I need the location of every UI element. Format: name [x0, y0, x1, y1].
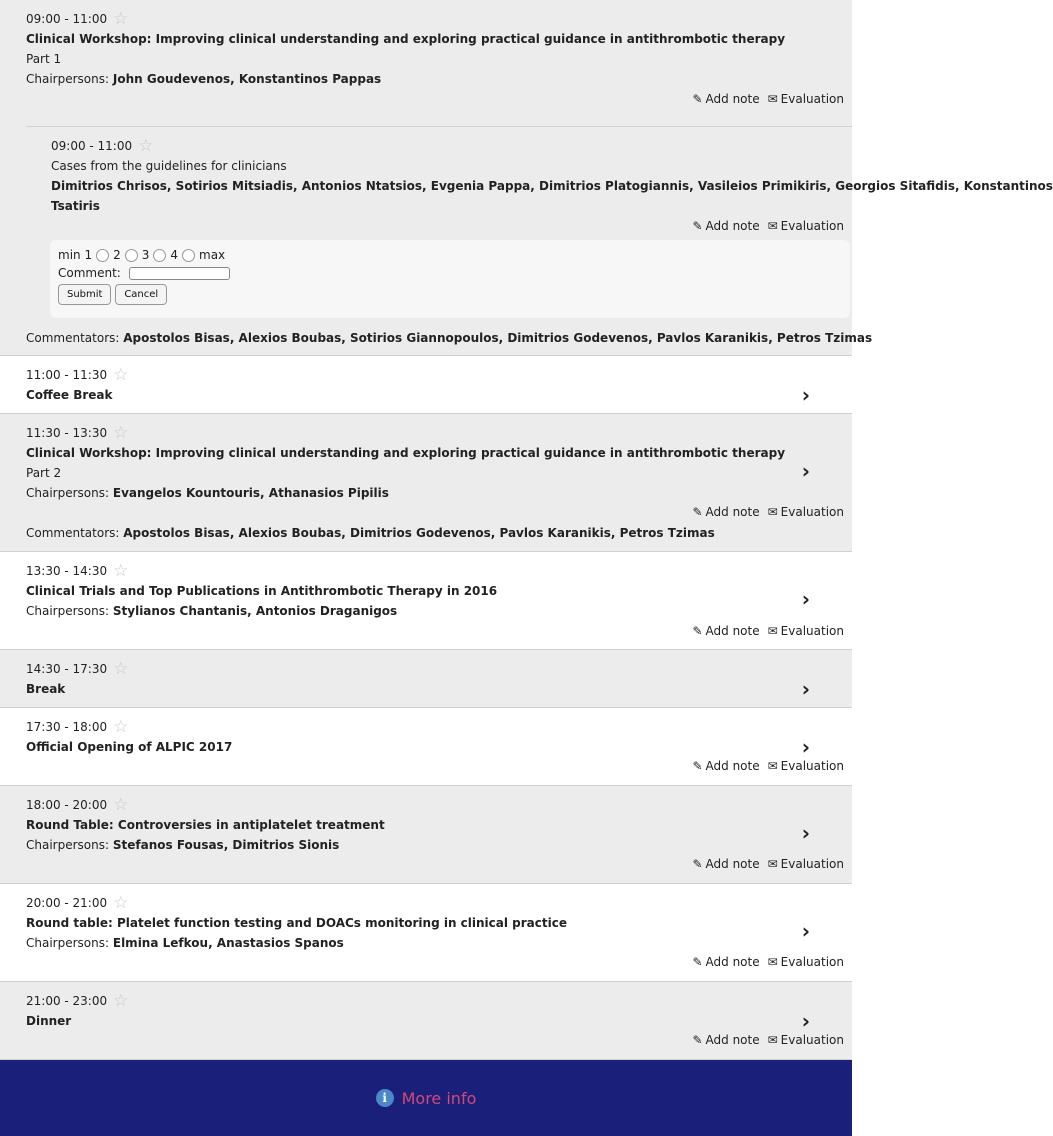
chairpersons-names: Evangelos Kountouris, Athanasios Pipilis: [112, 486, 389, 500]
more-info-link[interactable]: More info: [401, 1088, 477, 1108]
envelope-icon: ✉: [767, 1033, 778, 1047]
session-item[interactable]: [0, 414, 852, 552]
evaluation-form: [50, 240, 850, 318]
evaluation-button[interactable]: ✉ Evaluation: [767, 759, 844, 773]
session-actions: [692, 857, 844, 871]
commentators-names: Apostolos Bisas, Alexios Boubas, Dimitrios Godevenos, Pavlos Karanikis, Petros Tzimas: [123, 526, 715, 540]
star-icon[interactable]: ☆: [113, 561, 129, 581]
session-part: Part 2: [26, 466, 62, 480]
session-actions: [692, 955, 844, 969]
session-title: Round table: Platelet function testing and DOACs monitoring in clinical practice: [26, 916, 567, 930]
sub-session: [26, 126, 852, 127]
session-item[interactable]: [0, 650, 852, 708]
edit-icon: ✎: [692, 505, 703, 519]
session-title: Dinner: [26, 1014, 72, 1028]
session-title: Coffee Break: [26, 388, 113, 402]
session-time: 13:30 - 14:30: [26, 564, 108, 578]
envelope-icon: ✉: [767, 857, 778, 871]
session-actions: [692, 92, 844, 106]
session-item[interactable]: [0, 356, 852, 414]
sub-session-title: Cases from the guidelines for clinicians: [51, 159, 287, 173]
star-icon[interactable]: ☆: [138, 136, 154, 156]
envelope-icon: ✉: [767, 219, 778, 233]
chairpersons-row: Chairpersons: Stefanos Fousas, Dimitrios Sionis: [26, 838, 340, 852]
chairpersons-row: Chairpersons: John Goudevenos, Konstantinos Pappas: [26, 72, 382, 86]
chevron-right-icon[interactable]: ›: [801, 735, 810, 759]
rating-radio-4[interactable]: [182, 249, 195, 262]
star-icon[interactable]: ☆: [113, 893, 129, 913]
session-actions: [692, 624, 844, 638]
chairpersons-row: Chairpersons: Elmina Lefkou, Anastasios Spanos: [26, 936, 344, 950]
star-icon[interactable]: ☆: [113, 991, 129, 1011]
star-icon[interactable]: ☆: [113, 9, 129, 29]
rating-radio-1[interactable]: [96, 249, 109, 262]
session-part: Part 1: [26, 52, 62, 66]
session-item[interactable]: [0, 786, 852, 884]
chairpersons-names: Stefanos Fousas, Dimitrios Sionis: [112, 838, 340, 852]
submit-button[interactable]: Submit: [58, 284, 111, 305]
envelope-icon: ✉: [767, 624, 778, 638]
session-time: 11:00 - 11:30: [26, 368, 108, 382]
commentators-names: Apostolos Bisas, Alexios Boubas, Sotirios Giannopoulos, Dimitrios Godevenos, Pavlos Karanikis, Petros Tzimas: [123, 331, 873, 345]
edit-icon: ✎: [692, 857, 703, 871]
sub-session-time: 09:00 - 11:00: [51, 139, 133, 153]
chairpersons-names: Stylianos Chantanis, Antonios Draganigos: [112, 604, 398, 618]
edit-icon: ✎: [692, 624, 703, 638]
edit-icon: ✎: [692, 92, 703, 106]
edit-icon: ✎: [692, 955, 703, 969]
star-icon[interactable]: ☆: [113, 795, 129, 815]
edit-icon: ✎: [692, 759, 703, 773]
envelope-icon: ✉: [767, 759, 778, 773]
session-item[interactable]: [0, 884, 852, 982]
chevron-right-icon[interactable]: ›: [801, 383, 810, 407]
session-title: Clinical Trials and Top Publications in Antithrombotic Therapy in 2016: [26, 584, 498, 598]
add-note-button[interactable]: ✎ Add note: [692, 219, 760, 233]
chairpersons-row: Chairpersons: Evangelos Kountouris, Athanasios Pipilis: [26, 486, 389, 500]
session-time: 21:00 - 23:00: [26, 994, 108, 1008]
star-icon[interactable]: ☆: [113, 365, 129, 385]
evaluation-button[interactable]: ✉ Evaluation: [767, 955, 844, 969]
evaluation-button[interactable]: ✉ Evaluation: [767, 857, 844, 871]
edit-icon: ✎: [692, 1033, 703, 1047]
add-note-button[interactable]: ✎ Add note: [692, 759, 760, 773]
add-note-button[interactable]: ✎ Add note: [692, 1033, 760, 1047]
session-actions: [692, 1033, 844, 1047]
add-note-button[interactable]: ✎ Add note: [692, 624, 760, 638]
add-note-button[interactable]: ✎ Add note: [692, 857, 760, 871]
session-title: Round Table: Controversies in antiplatelet treatment: [26, 818, 385, 832]
info-icon[interactable]: i: [376, 1089, 394, 1107]
session-time: 17:30 - 18:00: [26, 720, 108, 734]
edit-icon: ✎: [692, 219, 703, 233]
session-actions: [692, 505, 844, 519]
chairpersons-names: John Goudevenos, Konstantinos Pappas: [112, 72, 382, 86]
evaluation-button[interactable]: ✉ Evaluation: [767, 624, 844, 638]
session-item[interactable]: [0, 552, 852, 650]
add-note-button[interactable]: ✎ Add note: [692, 92, 760, 106]
envelope-icon: ✉: [767, 505, 778, 519]
cancel-button[interactable]: Cancel: [115, 284, 167, 305]
session-time: 18:00 - 20:00: [26, 798, 108, 812]
commentators-row: Commentators: Apostolos Bisas, Alexios Boubas, Sotirios Giannopoulos, Dimitrios Godevenos, Pavlos Karanikis, Petros Tzimas: [26, 331, 873, 345]
star-icon[interactable]: ☆: [113, 659, 129, 679]
session-time: 09:00 - 11:00: [26, 12, 108, 26]
rating-radio-2[interactable]: [125, 249, 138, 262]
chevron-right-icon[interactable]: ›: [801, 919, 810, 943]
session-title: Clinical Workshop: Improving clinical understanding and exploring practical guidance in antithrombotic therapy: [26, 32, 786, 46]
evaluation-button[interactable]: ✉ Evaluation: [767, 505, 844, 519]
star-icon[interactable]: ☆: [113, 717, 129, 737]
comment-row: Comment:: [58, 266, 842, 280]
add-note-button[interactable]: ✎ Add note: [692, 505, 760, 519]
rating-radio-3[interactable]: [153, 249, 166, 262]
commentators-row: Commentators: Apostolos Bisas, Alexios Boubas, Dimitrios Godevenos, Pavlos Karanikis, Petros Tzimas: [26, 526, 715, 540]
sub-session-speakers: Dimitrios Chrisos, Sotirios Mitsiadis, Antonios Ntatsios, Evgenia Pappa, Dimitrios Platogiannis, Vasileios Primikiris, Georgios Sitafidis, Konstantinos: [51, 179, 1053, 193]
session-title: Official Opening of ALPIC 2017: [26, 740, 233, 754]
sub-session-speakers-continued: Tsatiris: [51, 199, 100, 213]
evaluation-button[interactable]: ✉ Evaluation: [767, 219, 844, 233]
envelope-icon: ✉: [767, 92, 778, 106]
form-buttons: [58, 284, 842, 305]
session-title: Clinical Workshop: Improving clinical understanding and exploring practical guidance in antithrombotic therapy: [26, 446, 786, 460]
star-icon[interactable]: ☆: [113, 423, 129, 443]
session-actions: [692, 759, 844, 773]
envelope-icon: ✉: [767, 955, 778, 969]
chevron-right-icon[interactable]: ›: [801, 821, 810, 845]
session-time: 14:30 - 17:30: [26, 662, 108, 676]
evaluation-button[interactable]: ✉ Evaluation: [767, 92, 844, 106]
evaluation-button[interactable]: ✉ Evaluation: [767, 1033, 844, 1047]
sub-session-actions: [692, 219, 844, 233]
footer-bar: [0, 1060, 852, 1136]
session-item[interactable]: [0, 982, 852, 1060]
comment-input[interactable]: [129, 267, 230, 280]
session-time: 11:30 - 13:30: [26, 426, 108, 440]
session-item[interactable]: [0, 708, 852, 786]
add-note-button[interactable]: ✎ Add note: [692, 955, 760, 969]
chevron-right-icon[interactable]: ›: [801, 459, 810, 483]
chevron-right-icon[interactable]: ›: [801, 677, 810, 701]
session-item: [0, 0, 1053, 356]
chairpersons-row: Chairpersons: Stylianos Chantanis, Antonios Draganigos: [26, 604, 398, 618]
chevron-right-icon[interactable]: ›: [801, 587, 810, 611]
chevron-right-icon[interactable]: ›: [801, 1009, 810, 1033]
session-time: 20:00 - 21:00: [26, 896, 108, 910]
rating-row: min 1 2 3 4 max: [58, 248, 226, 262]
session-title: Break: [26, 682, 66, 696]
chairpersons-names: Elmina Lefkou, Anastasios Spanos: [112, 936, 344, 950]
